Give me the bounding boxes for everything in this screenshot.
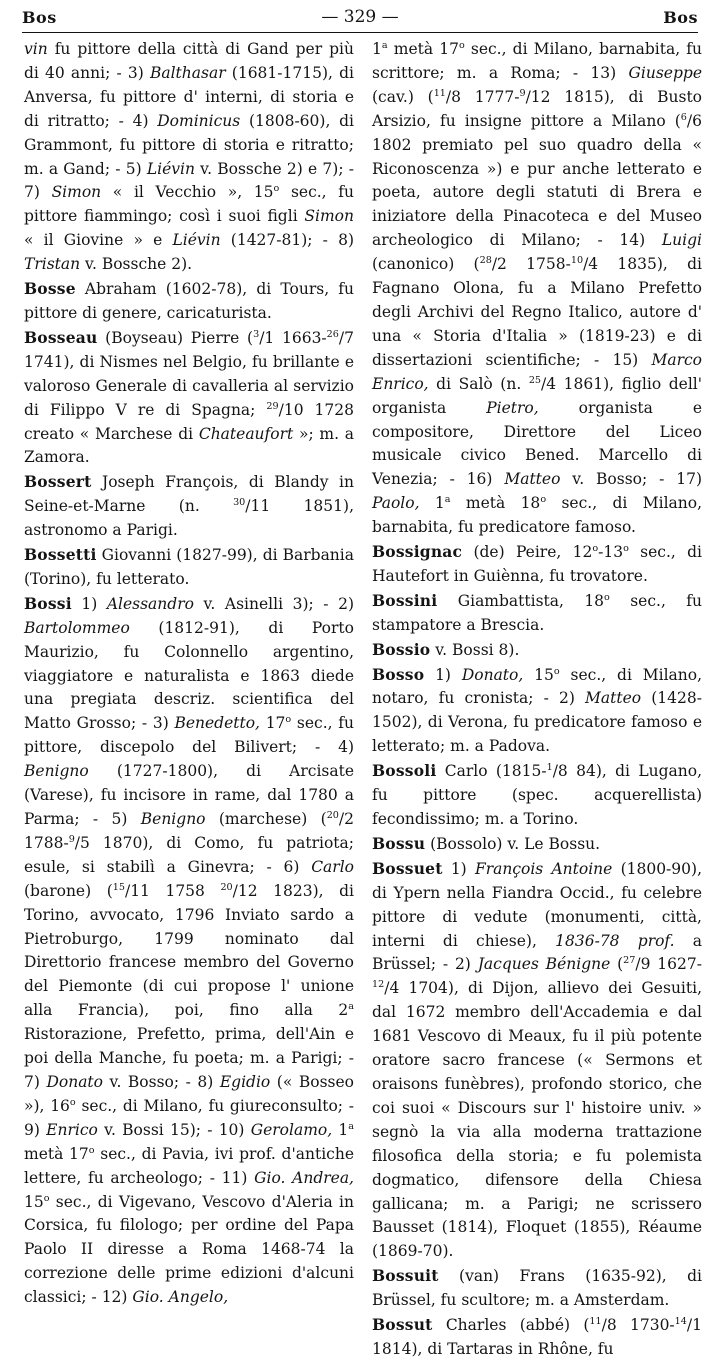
italic-text: Matteo bbox=[504, 470, 561, 489]
italic-text: Donato bbox=[46, 1072, 103, 1091]
dictionary-entry bbox=[372, 589, 702, 638]
entry-text: -13 bbox=[598, 543, 624, 562]
entry-text: /8 1777- bbox=[445, 87, 520, 106]
right-column bbox=[372, 38, 702, 1362]
italic-text: Balthasar bbox=[149, 63, 226, 82]
superscript-text: 27 bbox=[623, 955, 636, 967]
entry-text: sec., di Vigevano, Vescovo d'Aleria in Corsica, fu filologo; per ordine del Papa Paolo II diresse a Roma 1468-74 la correzione delle prime edizioni d'alcuni classici; - 12) bbox=[24, 1192, 354, 1307]
entry-text: /2 1788- bbox=[24, 810, 354, 852]
entry-headword: Bossu bbox=[372, 833, 426, 853]
dictionary-entry bbox=[24, 470, 354, 543]
entry-text: /4 1704), di Dijon, allievo dei Gesuiti, dal 1672 membro dell'Accademia e dal 1681 Vescovo di Meaux, fu il più potente oratore sacro francese (« Sermons et oraisons funèbres), profondo storico, che coi suoi « Discours sur l' histoire univ. » segnò la via alla moderna trattazione filosofica della storia; e fu polemista dogmatico, difensore della Chiesa gallicana; m. a Parigi; ne scrissero Bausset (1814), Floquet (1855), Réaume (1869-70). bbox=[372, 979, 702, 1261]
entry-text: (van) Frans (1635-92), di Brüssel, fu scultore; m. a Amsterdam. bbox=[372, 1267, 702, 1310]
entry-headword: Bossuit bbox=[372, 1266, 439, 1286]
dictionary-entry bbox=[372, 759, 702, 832]
superscript-text: o bbox=[623, 542, 629, 554]
superscript-text: 9 bbox=[68, 833, 75, 845]
entry-text: (canonico) ( bbox=[372, 255, 480, 274]
entry-headword: Bosse bbox=[24, 279, 76, 299]
superscript-text: 11 bbox=[589, 1315, 602, 1327]
entry-text: di Salò (n. bbox=[428, 374, 529, 393]
entry-headword: Bossuet bbox=[372, 858, 443, 878]
italic-text: Simon bbox=[51, 183, 102, 202]
superscript-text: o bbox=[592, 542, 599, 554]
superscript-text: 1 bbox=[546, 762, 553, 774]
superscript-text: o bbox=[458, 39, 465, 51]
entry-text: Ristorazione, Prefetto, prima, dell'Ain e poi della Manche, fu poeta; m. a Parigi; - 7) bbox=[24, 1025, 354, 1091]
italic-text: Benedetto, bbox=[174, 714, 260, 733]
superscript-text: 26 bbox=[326, 328, 339, 340]
entry-text: 1 bbox=[372, 40, 382, 58]
italic-text: Simon bbox=[304, 207, 354, 226]
entry-text: /10 1728 creato « Marchese di bbox=[24, 400, 354, 443]
dictionary-entry bbox=[372, 832, 702, 857]
italic-text: Carlo bbox=[311, 857, 354, 876]
entry-text: « il Giovine » e bbox=[24, 231, 173, 250]
italic-text: Chateaufort bbox=[198, 424, 294, 443]
italic-text: Benigno bbox=[24, 762, 89, 781]
entry-text: (Bossolo) v. Le Bossu. bbox=[425, 834, 601, 853]
entry-headword: Bossi bbox=[24, 593, 72, 613]
italic-text: Marco Enrico, bbox=[372, 350, 702, 393]
header-left-guide-word: Bos bbox=[22, 7, 57, 27]
entry-headword: Bossetti bbox=[24, 545, 97, 565]
dictionary-entry bbox=[24, 543, 354, 592]
entry-headword: Bossoli bbox=[372, 761, 437, 781]
entry-text: organista e compositore, Direttore del Liceo musicale civico Bened. Marcello di Venezia; - 16) bbox=[372, 398, 703, 489]
entry-text: metà 18 bbox=[450, 494, 541, 513]
entry-text: v. Asinelli 3); - 2) bbox=[193, 594, 354, 613]
entry-text: sec., di Milano, notaro, fu cronista; - 2) bbox=[372, 665, 703, 708]
entry-text: 15 bbox=[24, 1192, 44, 1211]
header-right-guide-word: Bos bbox=[663, 7, 698, 27]
entry-headword: Bossert bbox=[24, 472, 92, 492]
entry-text: Giovanni (1827-99), di Barbania (Torino), fu letterato. bbox=[24, 546, 354, 588]
dictionary-entry bbox=[24, 326, 354, 470]
superscript-text: 28 bbox=[479, 255, 492, 266]
italic-text: Gio. Andrea, bbox=[254, 1168, 354, 1187]
superscript-text: 29 bbox=[266, 400, 279, 412]
entry-text: (cav.) ( bbox=[372, 87, 434, 106]
italic-text: vin bbox=[24, 40, 48, 58]
entry-text: sec., di Milano, fu giureconsulto; - 9) bbox=[24, 1096, 354, 1139]
superscript-text: 12 bbox=[372, 979, 385, 991]
entry-text: ( bbox=[610, 955, 624, 974]
entry-text: /1 1814), di Tartaras in Rhône, fu bbox=[372, 1316, 702, 1358]
italic-text: Donato, bbox=[461, 665, 524, 684]
superscript-text: a bbox=[381, 39, 388, 51]
italic-text: Liévin bbox=[172, 231, 221, 250]
superscript-text: o bbox=[540, 494, 547, 506]
entry-text: fu pittore della città di Gand per più di 40 anni; - 3) bbox=[24, 40, 354, 82]
italic-text: Liévin bbox=[146, 159, 195, 178]
italic-text: Paolo, bbox=[372, 494, 420, 513]
entry-text: (1808-60), di Grammont, fu pittore di storia e ritratto; m. a Gand; - 5) bbox=[24, 111, 354, 178]
entry-text: 15 bbox=[523, 665, 554, 684]
entry-text: v. Bosso; - 17) bbox=[560, 470, 702, 489]
entry-text: Giambattista, 18 bbox=[437, 591, 605, 610]
entry-text: 1) bbox=[442, 859, 475, 878]
italic-text: 1836-78 prof. bbox=[555, 931, 675, 950]
italic-text: Luigi bbox=[661, 231, 702, 250]
entry-text: (barone) ( bbox=[24, 881, 113, 900]
page-number: — 329 — bbox=[321, 7, 399, 27]
dictionary-entry bbox=[372, 38, 702, 540]
entry-text: 1 bbox=[419, 494, 445, 513]
italic-text: Alessandro bbox=[106, 594, 194, 613]
superscript-text: 20 bbox=[326, 809, 339, 821]
entry-text: Joseph François, di Blandy in Seine-et-Marne (n. bbox=[24, 473, 354, 516]
entry-text: /9 1627- bbox=[635, 955, 702, 974]
entry-text: metà 17 bbox=[24, 1144, 89, 1163]
entry-text: /2 1758- bbox=[491, 255, 571, 274]
superscript-text: 10 bbox=[570, 255, 584, 266]
dictionary-entry bbox=[372, 663, 702, 760]
entry-text: /12 1823), di Torino, avvocato, 1796 Inviato sardo a Pietroburgo, 1799 nominato dal Direttorio francese membro del Governo del Piemonte (di cui propose l' unione alla Francia), poi, fino alla 2 bbox=[24, 881, 354, 1020]
entry-text: sec., fu stampatore a Brescia. bbox=[372, 591, 702, 634]
entry-text: /4 1861), figlio dell' organista bbox=[372, 374, 702, 417]
superscript-text: o bbox=[43, 1192, 50, 1204]
entry-text: v. Bossi 8). bbox=[430, 640, 520, 659]
entry-text: sec., di Milano, barnabita, fu scrittore; m. a Roma; - 13) bbox=[372, 40, 702, 82]
italic-text: François Antoine bbox=[474, 859, 613, 878]
superscript-text: 6 bbox=[680, 111, 687, 123]
entry-text: Abraham (1602-78), di Tours, fu pittore di genere, caricaturista. bbox=[24, 280, 354, 322]
entry-text: (1812-91), di Porto Maurizio, fu Colonnello argentino, viaggiatore e naturalista e 1863 diede una pregiata descriz. scientifica del Matto Grosso; - 3) bbox=[24, 618, 354, 733]
entry-text: (1427-81); - 8) bbox=[220, 231, 355, 250]
entry-text: Carlo (1815- bbox=[436, 762, 547, 781]
entry-text: sec., fu pittore, discepolo del Bilivert; - 4) bbox=[24, 714, 354, 757]
left-column bbox=[24, 38, 354, 1310]
superscript-text: o bbox=[285, 714, 292, 726]
entry-text: (1727-1800), di Arcisate (Varese), fu incisore in rame, dal 1780 a Parma; - 5) bbox=[24, 762, 354, 828]
entry-headword: Bossut bbox=[372, 1315, 433, 1335]
superscript-text: 20 bbox=[220, 881, 233, 893]
italic-text: Gio. Angelo, bbox=[132, 1288, 229, 1307]
superscript-text: 30 bbox=[233, 497, 246, 509]
superscript-text: o bbox=[553, 665, 560, 677]
italic-text: Giuseppe bbox=[628, 63, 702, 82]
entry-text: metà 17 bbox=[387, 40, 459, 58]
superscript-text: o bbox=[604, 591, 610, 603]
italic-text: Enrico bbox=[46, 1120, 98, 1139]
entry-text: /8 1730- bbox=[601, 1316, 675, 1335]
entry-text: /11 1851), astronomo a Parigi. bbox=[24, 497, 354, 540]
entry-text: (marchese) ( bbox=[205, 810, 327, 828]
entry-text: v. Bosso; - 8) bbox=[103, 1072, 220, 1091]
superscript-text: 11 bbox=[433, 87, 446, 99]
entry-text: 1 bbox=[332, 1120, 349, 1139]
dictionary-entry bbox=[372, 1264, 702, 1313]
superscript-text: 15 bbox=[112, 881, 125, 893]
italic-text: Pietro, bbox=[486, 398, 539, 417]
entry-text: sec., di Hautefort in Guiènna, fu trovatore. bbox=[372, 543, 702, 585]
entry-text: /12 1815), di Busto Arsizio, fu insigne pittore a Milano ( bbox=[372, 87, 702, 130]
entry-text: /8 84), di Lugano, fu pittore (spec. acquerellista) fecondissimo; m. a Torino. bbox=[372, 762, 702, 828]
entry-text: (de) Peire, 12 bbox=[462, 543, 593, 562]
entry-text: »; m. a Zamora. bbox=[24, 424, 354, 467]
entry-text: /4 1835), di Fagnano Olona, fu a Milano Prefetto degli Archivi del Regno Italico, autore d' una « Storia d'Italia » (1819-23) e di dissertazioni scientifiche; - 15) bbox=[372, 255, 702, 369]
entry-text: 1) bbox=[71, 594, 107, 613]
entry-text: (« Bosseo »), 16 bbox=[24, 1072, 355, 1115]
entry-text: /11 1758 bbox=[124, 881, 221, 900]
entry-headword: Bosseau bbox=[24, 327, 98, 347]
entry-text: (1428-1502), di Verona, fu predicatore famoso e letterato; m. a Padova. bbox=[372, 689, 702, 756]
entry-text: /6 1802 premiato pel suo quadro della « Riconoscenza ») e pur anche letterato e poeta, autore degli statuti di Brera e iniziatore della Pinacoteca e del Museo archeologico di Milano; - 14) bbox=[372, 111, 702, 250]
superscript-text: o bbox=[273, 183, 280, 195]
entry-text: 17 bbox=[259, 714, 286, 733]
superscript-text: 3 bbox=[253, 328, 260, 340]
entry-text: v. Bossche 2). bbox=[80, 255, 193, 274]
entry-headword: Bossini bbox=[372, 590, 438, 610]
superscript-text: 9 bbox=[519, 87, 526, 99]
superscript-text: a bbox=[348, 1001, 354, 1013]
dictionary-entry bbox=[24, 277, 354, 326]
entry-text: (Boyseau) Pierre ( bbox=[97, 328, 254, 347]
dictionary-entry bbox=[372, 540, 702, 589]
italic-text: Gerolamo, bbox=[250, 1120, 333, 1139]
entry-text: /7 1741), di Nismes nel Belgio, fu brillante e valoroso Generale di cavalleria al servizio di Filippo V re di Spagna; bbox=[24, 328, 354, 419]
dictionary-entry bbox=[372, 638, 702, 663]
entry-text: (1800-90), di Ypern nella Fiandra Occid., fu celebre pittore di vedute (monumenti, città, interni di chiese), bbox=[372, 859, 702, 950]
entry-text: a Brüssel; - 2) bbox=[372, 931, 703, 974]
entry-headword: Bosso bbox=[372, 664, 425, 684]
dictionary-entry bbox=[372, 857, 702, 1264]
entry-text: 1) bbox=[424, 665, 462, 684]
italic-text: Egidio bbox=[219, 1072, 271, 1091]
running-header bbox=[22, 2, 698, 33]
italic-text: Jacques Bénigne bbox=[477, 955, 611, 974]
superscript-text: 14 bbox=[674, 1315, 687, 1327]
entry-text: sec., di Milano, barnabita, fu predicatore famoso. bbox=[372, 494, 703, 537]
entry-text: v. Bossche 2) e 7); - 7) bbox=[24, 159, 354, 202]
entry-text: (1681-1715), di Anversa, fu pittore d' interni, di storia e di ritratto; - 4) bbox=[24, 63, 354, 130]
entry-text: sec., di Pavia, ivi prof. d'antiche lettere, fu archeologo; - 11) bbox=[24, 1144, 354, 1187]
superscript-text: a bbox=[444, 494, 451, 506]
entry-text: /1 1663- bbox=[259, 328, 327, 347]
entry-headword: Bossio bbox=[372, 639, 431, 659]
italic-text: Benigno bbox=[140, 810, 206, 828]
entry-text: sec., fu pittore fiammingo; così i suoi figli bbox=[24, 183, 354, 226]
entry-text: « il Vecchio », 15 bbox=[101, 183, 274, 202]
superscript-text: o bbox=[88, 1144, 95, 1156]
dictionary-entry bbox=[24, 592, 354, 1310]
entry-text: v. Bossi 15); - 10) bbox=[97, 1120, 251, 1139]
dictionary-entry bbox=[24, 38, 354, 277]
entry-headword: Bossignac bbox=[372, 542, 463, 562]
entry-text: Charles (abbé) ( bbox=[432, 1316, 590, 1335]
italic-text: Tristan bbox=[24, 255, 81, 274]
dictionary-entry bbox=[372, 1313, 702, 1362]
italic-text: Matteo bbox=[585, 689, 642, 708]
italic-text: Dominicus bbox=[157, 111, 241, 130]
superscript-text: o bbox=[69, 1096, 76, 1108]
superscript-text: 25 bbox=[528, 374, 542, 386]
entry-text: /5 1870), di Como, fu patriota; esule, si stabilì a Ginevra; - 6) bbox=[24, 833, 354, 876]
italic-text: Bartolommeo bbox=[24, 618, 130, 637]
superscript-text: a bbox=[348, 1120, 354, 1132]
